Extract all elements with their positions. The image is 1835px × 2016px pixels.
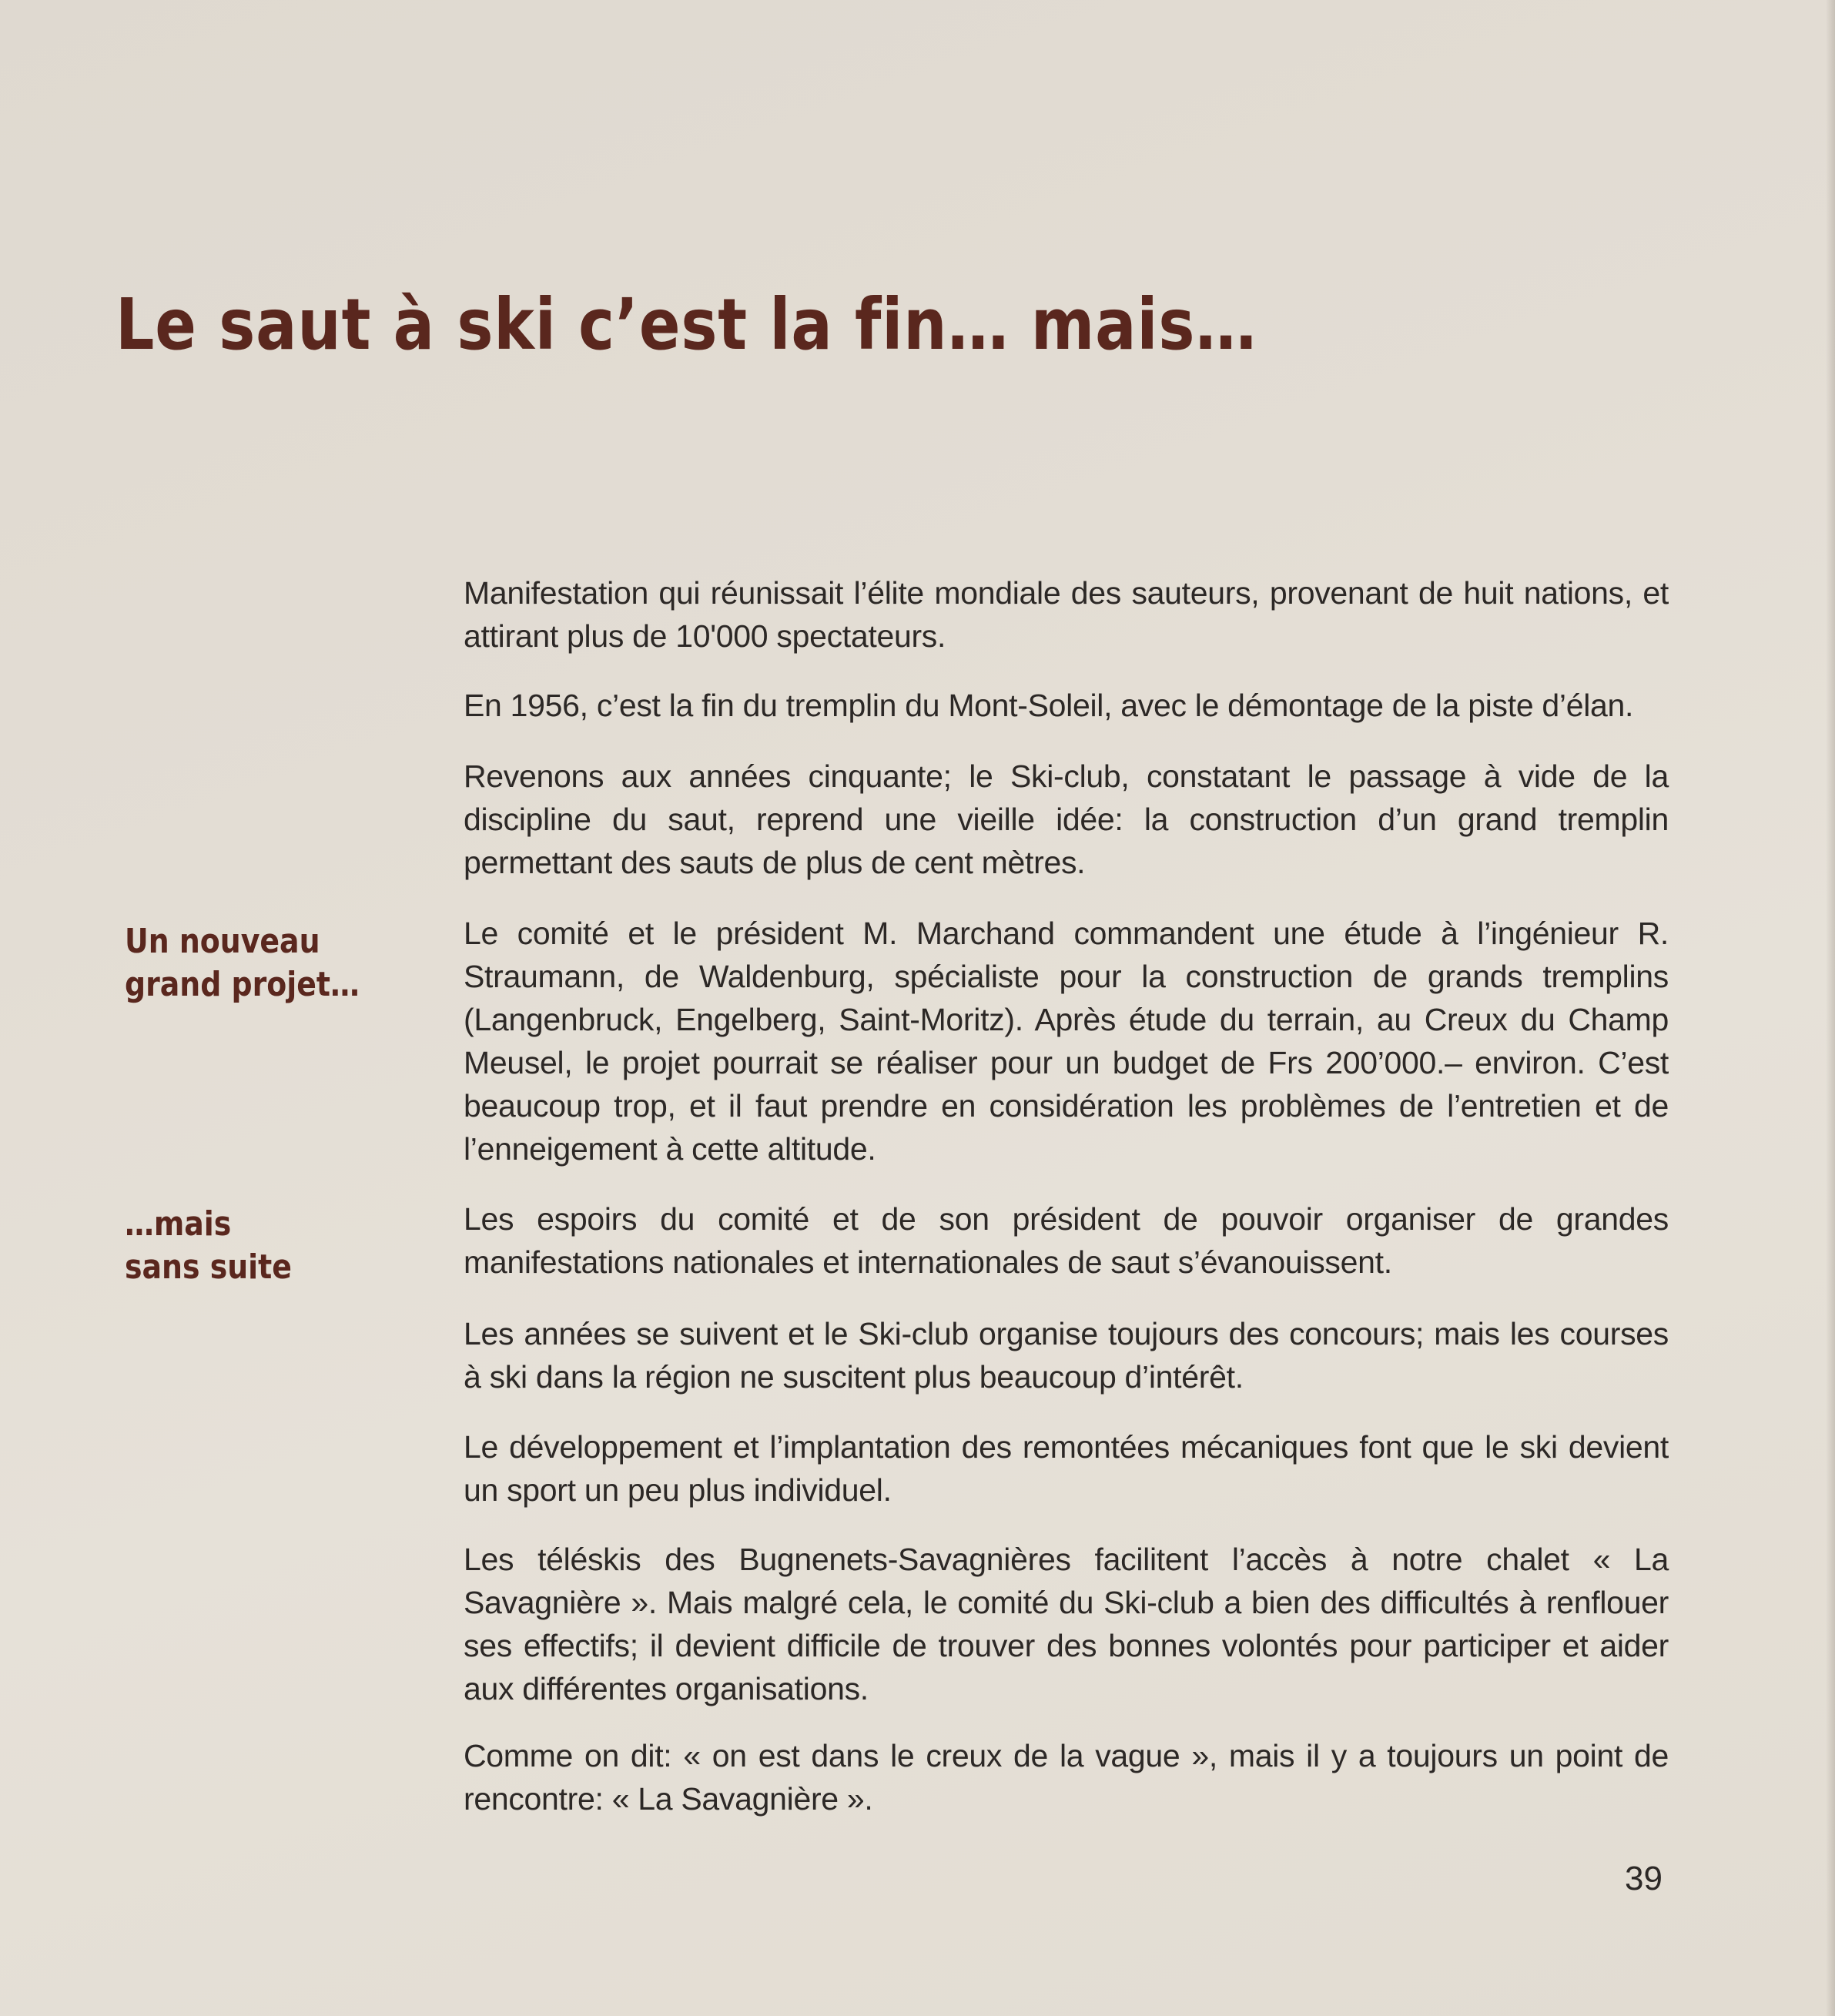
page-title: Le saut à ski c’est la fin… mais… (116, 283, 1257, 366)
side-label-no-follow-up (125, 1203, 292, 1289)
paragraph: Manifestation qui réunissait l’élite mondiale des sauteurs, provenant de huit nations, et attirant plus de 10'000 spectateurs. (464, 575, 1669, 654)
side-label-line: …mais (125, 1204, 232, 1244)
paragraph: Les années se suivent et le Ski-club organise toujours des concours; mais les courses à ski dans la région ne suscitent plus beaucoup d’intérêt. (464, 1316, 1669, 1395)
paragraph: Le comité et le président M. Marchand commandent une étude à l’ingénieur R. Straumann, de Waldenburg, spécialiste pour la construction de grands tremplins (Langenbruck, Engelberg, Saint-Moritz). Après étude du terrain, au Creux du Champ Meusel, le projet pourrait se réaliser pour un budget de Frs 200’000.– environ. C’est beaucoup trop, et il faut prendre en considération les problèmes de l’entretien et de l’enneigement à cette altitude. (464, 916, 1669, 1167)
paragraph: Les espoirs du comité et de son président de pouvoir organiser de grandes manifestations nationales et internationales de saut s’évanouissent. (464, 1201, 1669, 1280)
paragraph: En 1956, c’est la fin du tremplin du Mont-Soleil, avec le démontage de la piste d’élan. (464, 688, 1634, 723)
paragraph: Comme on dit: « on est dans le creux de la vague », mais il y a toujours un point de rencontre: « La Savagnière ». (464, 1738, 1669, 1817)
side-label-line: sans suite (125, 1247, 292, 1287)
side-label-new-project (125, 920, 360, 1006)
page-number: 39 (1625, 1860, 1663, 1897)
paragraph: Le développement et l’implantation des remontées mécaniques font que le ski devient un sport un peu plus individuel. (464, 1429, 1669, 1508)
page-edge-shadow (1826, 0, 1835, 2016)
side-label-line: Un nouveau (125, 922, 320, 961)
side-label-line: grand projet… (125, 965, 360, 1004)
paragraph: Les téléskis des Bugnenets-Savagnières facilitent l’accès à notre chalet « La Savagnière ». Mais malgré cela, le comité du Ski-club a bien des difficultés à renflouer ses effectifs; il devient difficile de trouver des bonnes volontés pour participer et aider aux différentes organisations. (464, 1542, 1669, 1706)
paragraph: Revenons aux années cinquante; le Ski-club, constatant le passage à vide de la discipline du saut, reprend une vieille idée: la construction d’un grand tremplin permettant des sauts de plus de cent mètres. (464, 759, 1669, 880)
